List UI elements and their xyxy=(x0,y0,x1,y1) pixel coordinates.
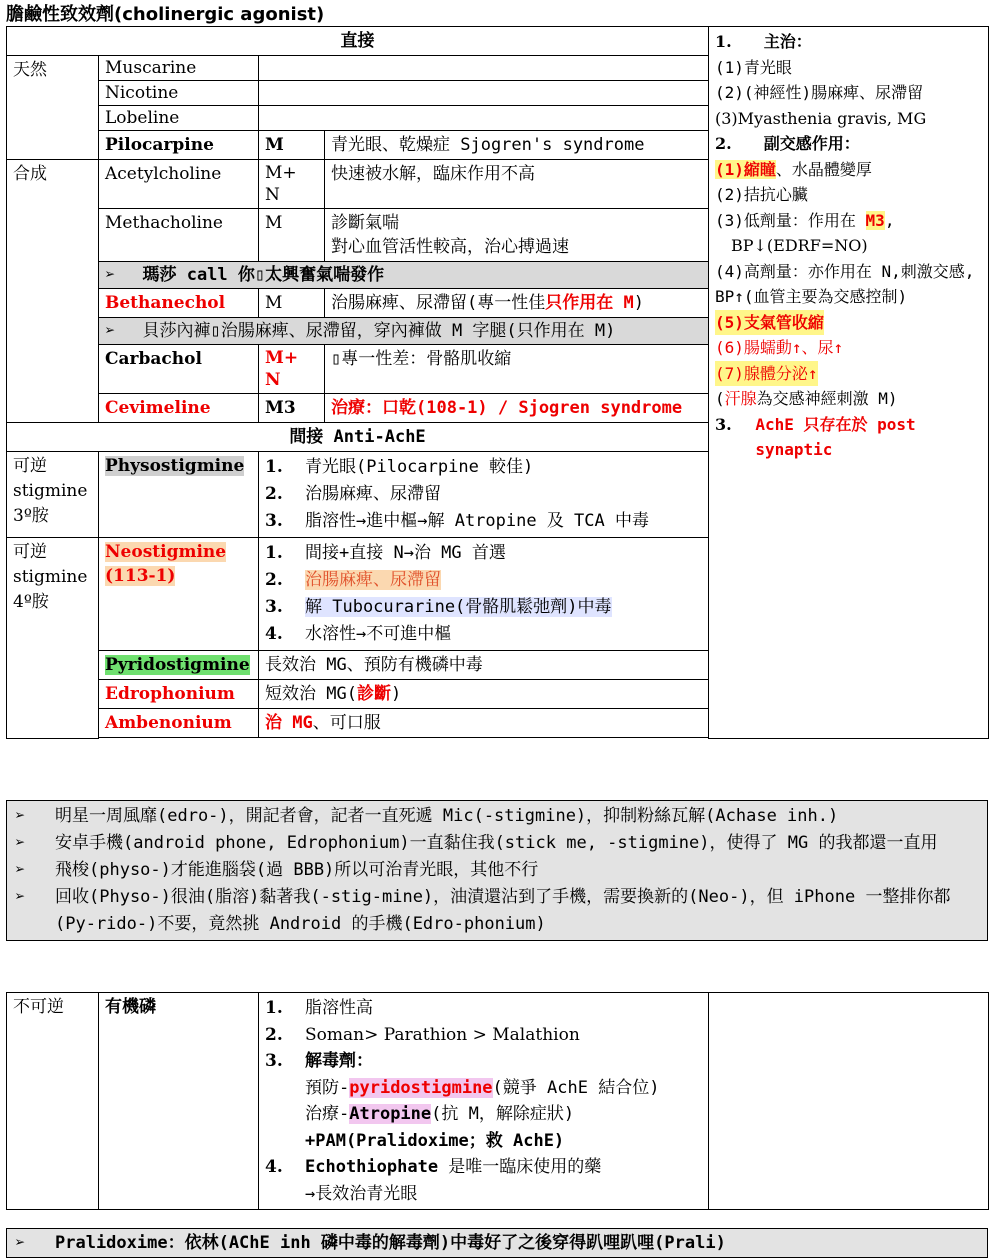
mnemonic-methacholine: ➢ 瑪莎 call 你▯太興奮氣喘發作 xyxy=(99,262,709,289)
side-l9: (6)腸蠕動↑、尿↑ xyxy=(715,338,844,357)
irr-item-1: 脂溶性高 xyxy=(305,998,373,1018)
side-h1: 1. 主治： xyxy=(715,32,812,51)
physo-item-3: 脂溶性→進中樞→解 Atropine 及 TCA 中毒 xyxy=(305,511,649,531)
use-bethanechol-a: 治腸麻痺、尿滯留(專一性佳 xyxy=(331,293,546,313)
side-l3: (3)Myasthenia gravis, MG xyxy=(715,108,927,128)
irr-3b-c: (抗 M，解除症狀) xyxy=(431,1104,575,1124)
receptor-bethanechol: M xyxy=(259,289,325,318)
use-edrophonium-c: ) xyxy=(390,684,402,704)
irr-3b-b: Atropine xyxy=(349,1104,432,1124)
side-l11a: ( xyxy=(715,389,725,408)
irr-3b-a: 治療- xyxy=(305,1104,350,1124)
side-l1: (1)青光眼 xyxy=(715,57,792,77)
receptor-methacholine: M xyxy=(259,209,325,262)
use-edrophonium-a: 短效治 MG( xyxy=(265,684,357,704)
side-l2: (2)(神經性)腸麻痺、尿滯留 xyxy=(715,83,924,102)
drug-pilocarpine: Pilocarpine xyxy=(99,131,259,160)
drug-muscarine: Muscarine xyxy=(99,56,259,81)
page-title: 膽鹼性致效劑(cholinergic agonist) xyxy=(6,4,325,25)
irr-4c: →長效治青光眼 xyxy=(305,1183,418,1204)
agonist-table: 直接 1. 主治： (1)青光眼 (2)(神經性)腸麻痺、尿滯留 (3)Myasthenia gravis, MG 2. 副交感作用： (1)縮瞳、水晶體變厚 (2)拮抗心臟 (3)低劑量：作用在 M3, BP↓(EDRF=NO) (4)高劑量：亦作用在 N,刺激交感, BP↑(血管主要為交感控制) (5)支氣管收縮 (6)腸蠕動↑、尿↑ (7)腺體分泌↑ (汗腺為交感神經刺激 M) 3. AchE 只存在於 post synaptic 天然 Muscarine Nicotine Lobeline Pilocarpine M 青光眼、乾燥症 Sjogren's syndrome 合成 Acetylcholine M+ N 快速被水解，臨床作用不高 Methacholine M 診斷氣喘 對心血管活性較高，治心搏過速 ➢ 瑪莎 call 你▯太興奮氣喘發作 Bethanechol M 治腸麻痺、尿滯留(專一性佳只作用在 M) ➢ 貝莎內褲▯治腸麻痺、尿滯留，穿內褲做 M 字腿(只作用在 M) Carbachol M+ N ▯專一性差：骨骼肌收縮 Cevimeline M3 治療：口乾(108-1) / Sjogren syndrome 間接 Anti-AchE 可逆 stigmine 3º胺 Physostigmine 1. 青光眼(Pilocarpine 較佳) 2. 治腸麻痺、尿滯留 3. 脂溶性→進中樞→解 Atropine 及 TCA 中毒 可逆 stigmine 4º胺 Neostigmine (113-1) 1. 間接+直接 N→治 MG 首選 2. 治腸麻痺、尿滯留 3. 解 Tubocurarine(骨骼肌鬆弛劑)中毒 4. 水溶性→不可進中樞 Pyridostigmine 長效治 MG、預防有機磷中毒 Edrophonium 短效治 MG(診斷) Ambenonium 治 MG、可口服 xyxy=(6,26,989,739)
side-l12: AchE 只存在於 post synaptic xyxy=(755,414,916,459)
side-l11c: 為交感神經刺激 M) xyxy=(756,389,898,408)
indirect-header: 間接 Anti-AchE xyxy=(7,423,709,452)
use-methacholine-2: 對心血管活性較高，治心搏過速 xyxy=(331,237,569,257)
drug-physostigmine: Physostigmine xyxy=(105,456,245,476)
use-ambenonium-b: 、可口服 xyxy=(312,713,381,733)
side-l4: (1)縮瞳 xyxy=(715,159,776,179)
organophosphate: 有機磷 xyxy=(99,993,259,1210)
side-l5: (2)拮抗心臟 xyxy=(715,185,808,204)
irreversible-label: 不可逆 xyxy=(7,993,99,1210)
use-carbachol: ▯專一性差：骨骼肌收縮 xyxy=(325,345,709,394)
drug-carbachol: Carbachol xyxy=(99,345,259,394)
side-l4b: 、水晶體變厚 xyxy=(775,159,872,179)
direct-header: 直接 xyxy=(7,27,709,56)
physo-item-1: 青光眼(Pilocarpine 較佳) xyxy=(305,457,534,477)
note-1: 明星一周風靡(edro-)，開記者會，記者一直死遞 Mic(-stigmine)，抑制粉絲瓦解(Achase inh.) xyxy=(55,806,839,826)
footer-text: Pralidoxime：依林(AChE inh 磷中毒的解毒劑)中毒好了之後穿得趴哩趴哩(Prali) xyxy=(55,1233,726,1253)
use-bethanechol-b: 只作用在 M xyxy=(545,293,634,313)
drug-methacholine: Methacholine xyxy=(99,209,259,262)
use-ambenonium-a: 治 MG xyxy=(265,713,313,733)
use-pilocarpine: 青光眼、乾燥症 Sjogren's syndrome xyxy=(325,131,709,160)
neo-item-1: 間接+直接 N→治 MG 首選 xyxy=(305,543,506,563)
natural-label: 天然 xyxy=(7,56,99,160)
synthetic-label: 合成 xyxy=(7,160,99,423)
side-l6b: M3 xyxy=(865,210,885,230)
mnemonic-bethanechol: ➢ 貝莎內褲▯治腸麻痺、尿滯留，穿內褲做 M 字腿(只作用在 M) xyxy=(99,318,709,345)
drug-neostigmine: Neostigmine (113-1) xyxy=(105,542,227,586)
physo-item-2: 治腸麻痺、尿滯留 xyxy=(305,484,441,504)
drug-edrophonium: Edrophonium xyxy=(99,680,259,709)
note-3: 飛梭(physo-)才能進腦袋(過 BBB)所以可治青光眼，其他不行 xyxy=(55,860,539,880)
use-pyridostigmine: 長效治 MG、預防有機磷中毒 xyxy=(259,651,709,680)
side-l6c: , xyxy=(884,210,895,230)
side-l7: (4)高劑量：亦作用在 N,刺激交感, BP↑(血管主要為交感控制) xyxy=(715,261,975,306)
side-l6a: (3)低劑量：作用在 xyxy=(715,210,866,230)
receptor-acetylcholine: M+ N xyxy=(259,160,325,209)
use-edrophonium-b: 診斷 xyxy=(356,684,391,704)
use-cevimeline: 治療：口乾(108-1) / Sjogren syndrome xyxy=(325,394,709,423)
drug-bethanechol: Bethanechol xyxy=(99,289,259,318)
side-l11b: 汗腺 xyxy=(724,389,757,408)
drug-pyridostigmine: Pyridostigmine xyxy=(105,655,250,675)
irr-3a-a: 預防- xyxy=(305,1077,350,1098)
drug-nicotine: Nicotine xyxy=(99,81,259,106)
neo-item-4: 水溶性→不可進中樞 xyxy=(305,624,452,644)
side-l10: (7)腺體分泌↑ xyxy=(715,361,818,387)
note-4: 回收(Physo-)很油(脂溶)黏著我(-stig-mine)，油漬還沾到了手機，需要換新的(Neo-)，但 iPhone 一整排你都(Py-rido-)不要，竟然挑 Android 的手機(Edro-phonium) xyxy=(55,887,951,934)
rev4-label: 可逆 stigmine 4º胺 xyxy=(7,538,99,739)
irr-3c: +PAM(Pralidoxime；救 AchE) xyxy=(305,1130,565,1151)
drug-lobeline: Lobeline xyxy=(99,106,259,131)
note-2: 安卓手機(android phone, Edrophonium)一直黏住我(stick me, -stigmine)，使得了 MG 的我都還一直用 xyxy=(55,833,938,853)
drug-acetylcholine: Acetylcholine xyxy=(99,160,259,209)
use-methacholine-1: 診斷氣喘 xyxy=(331,213,399,233)
side-l6d: BP↓(EDRF=NO) xyxy=(715,236,868,255)
irr-4b: 是唯一臨床使用的藥 xyxy=(438,1157,602,1177)
side-h3: 3. xyxy=(715,414,732,434)
irr-item-3: 解毒劑： xyxy=(305,1051,373,1071)
side-h2: 2. 副交感作用： xyxy=(715,134,860,153)
rev3-label: 可逆 stigmine 3º胺 xyxy=(7,452,99,538)
footer-note: ➢ Pralidoxime：依林(AChE inh 磷中毒的解毒劑)中毒好了之後穿得趴哩趴哩(Prali) xyxy=(6,1228,988,1258)
neo-item-2: 治腸麻痺、尿滯留 xyxy=(305,570,441,590)
drug-cevimeline: Cevimeline xyxy=(99,394,259,423)
receptor-cevimeline: M3 xyxy=(259,394,325,423)
receptor-carbachol: M+ N xyxy=(259,345,325,394)
drug-ambenonium: Ambenonium xyxy=(99,709,259,738)
irr-4a: Echothiophate xyxy=(305,1157,439,1177)
irr-item-2: Soman> Parathion > Malathion xyxy=(305,1024,580,1045)
use-acetylcholine: 快速被水解，臨床作用不高 xyxy=(325,160,709,209)
side-l8: (5)支氣管收縮 xyxy=(715,310,824,336)
side-notes xyxy=(709,27,989,739)
irr-3a-c: (競爭 AchE 結合位) xyxy=(492,1077,660,1098)
irr-3a-b: pyridostigmine xyxy=(349,1077,493,1098)
receptor-pilocarpine: M xyxy=(259,131,325,160)
neo-item-3: 解 Tubocurarine(骨骼肌鬆弛劑)中毒 xyxy=(305,597,612,617)
mnemonic-notes: ➢ 明星一周風靡(edro-)，開記者會，記者一直死遞 Mic(-stigmine)，抑制粉絲瓦解(Achase inh.) ➢ 安卓手機(android phone, Edrophonium)一直黏住我(stick me, -stigmine)，使得了 MG 的我都還一直用 ➢ 飛梭(physo-)才能進腦袋(過 BBB)所以可治青光眼，其他不行 ➢ 回收(Physo-)很油(脂溶)黏著我(-stig-mine)，油漬還沾到了手機，需要換新的(Neo-)，但 iPhone 一整排你都(Py-rido-)不要，竟然挑 Android 的手機(Edro-phonium) xyxy=(6,800,988,941)
use-bethanechol-c: ) xyxy=(633,293,644,313)
irreversible-table: 不可逆 有機磷 1. 脂溶性高 2. Soman> Parathion > Malathion 3. 解毒劑： 預防-pyridostigmine(競爭 AchE 結合位) 治療-Atropine(抗 M，解除症狀) +PAM(Pralidoxime；救 AchE) 4. Echothiophate 是唯一臨床使用的藥 →長效治青光眼 xyxy=(6,992,989,1210)
